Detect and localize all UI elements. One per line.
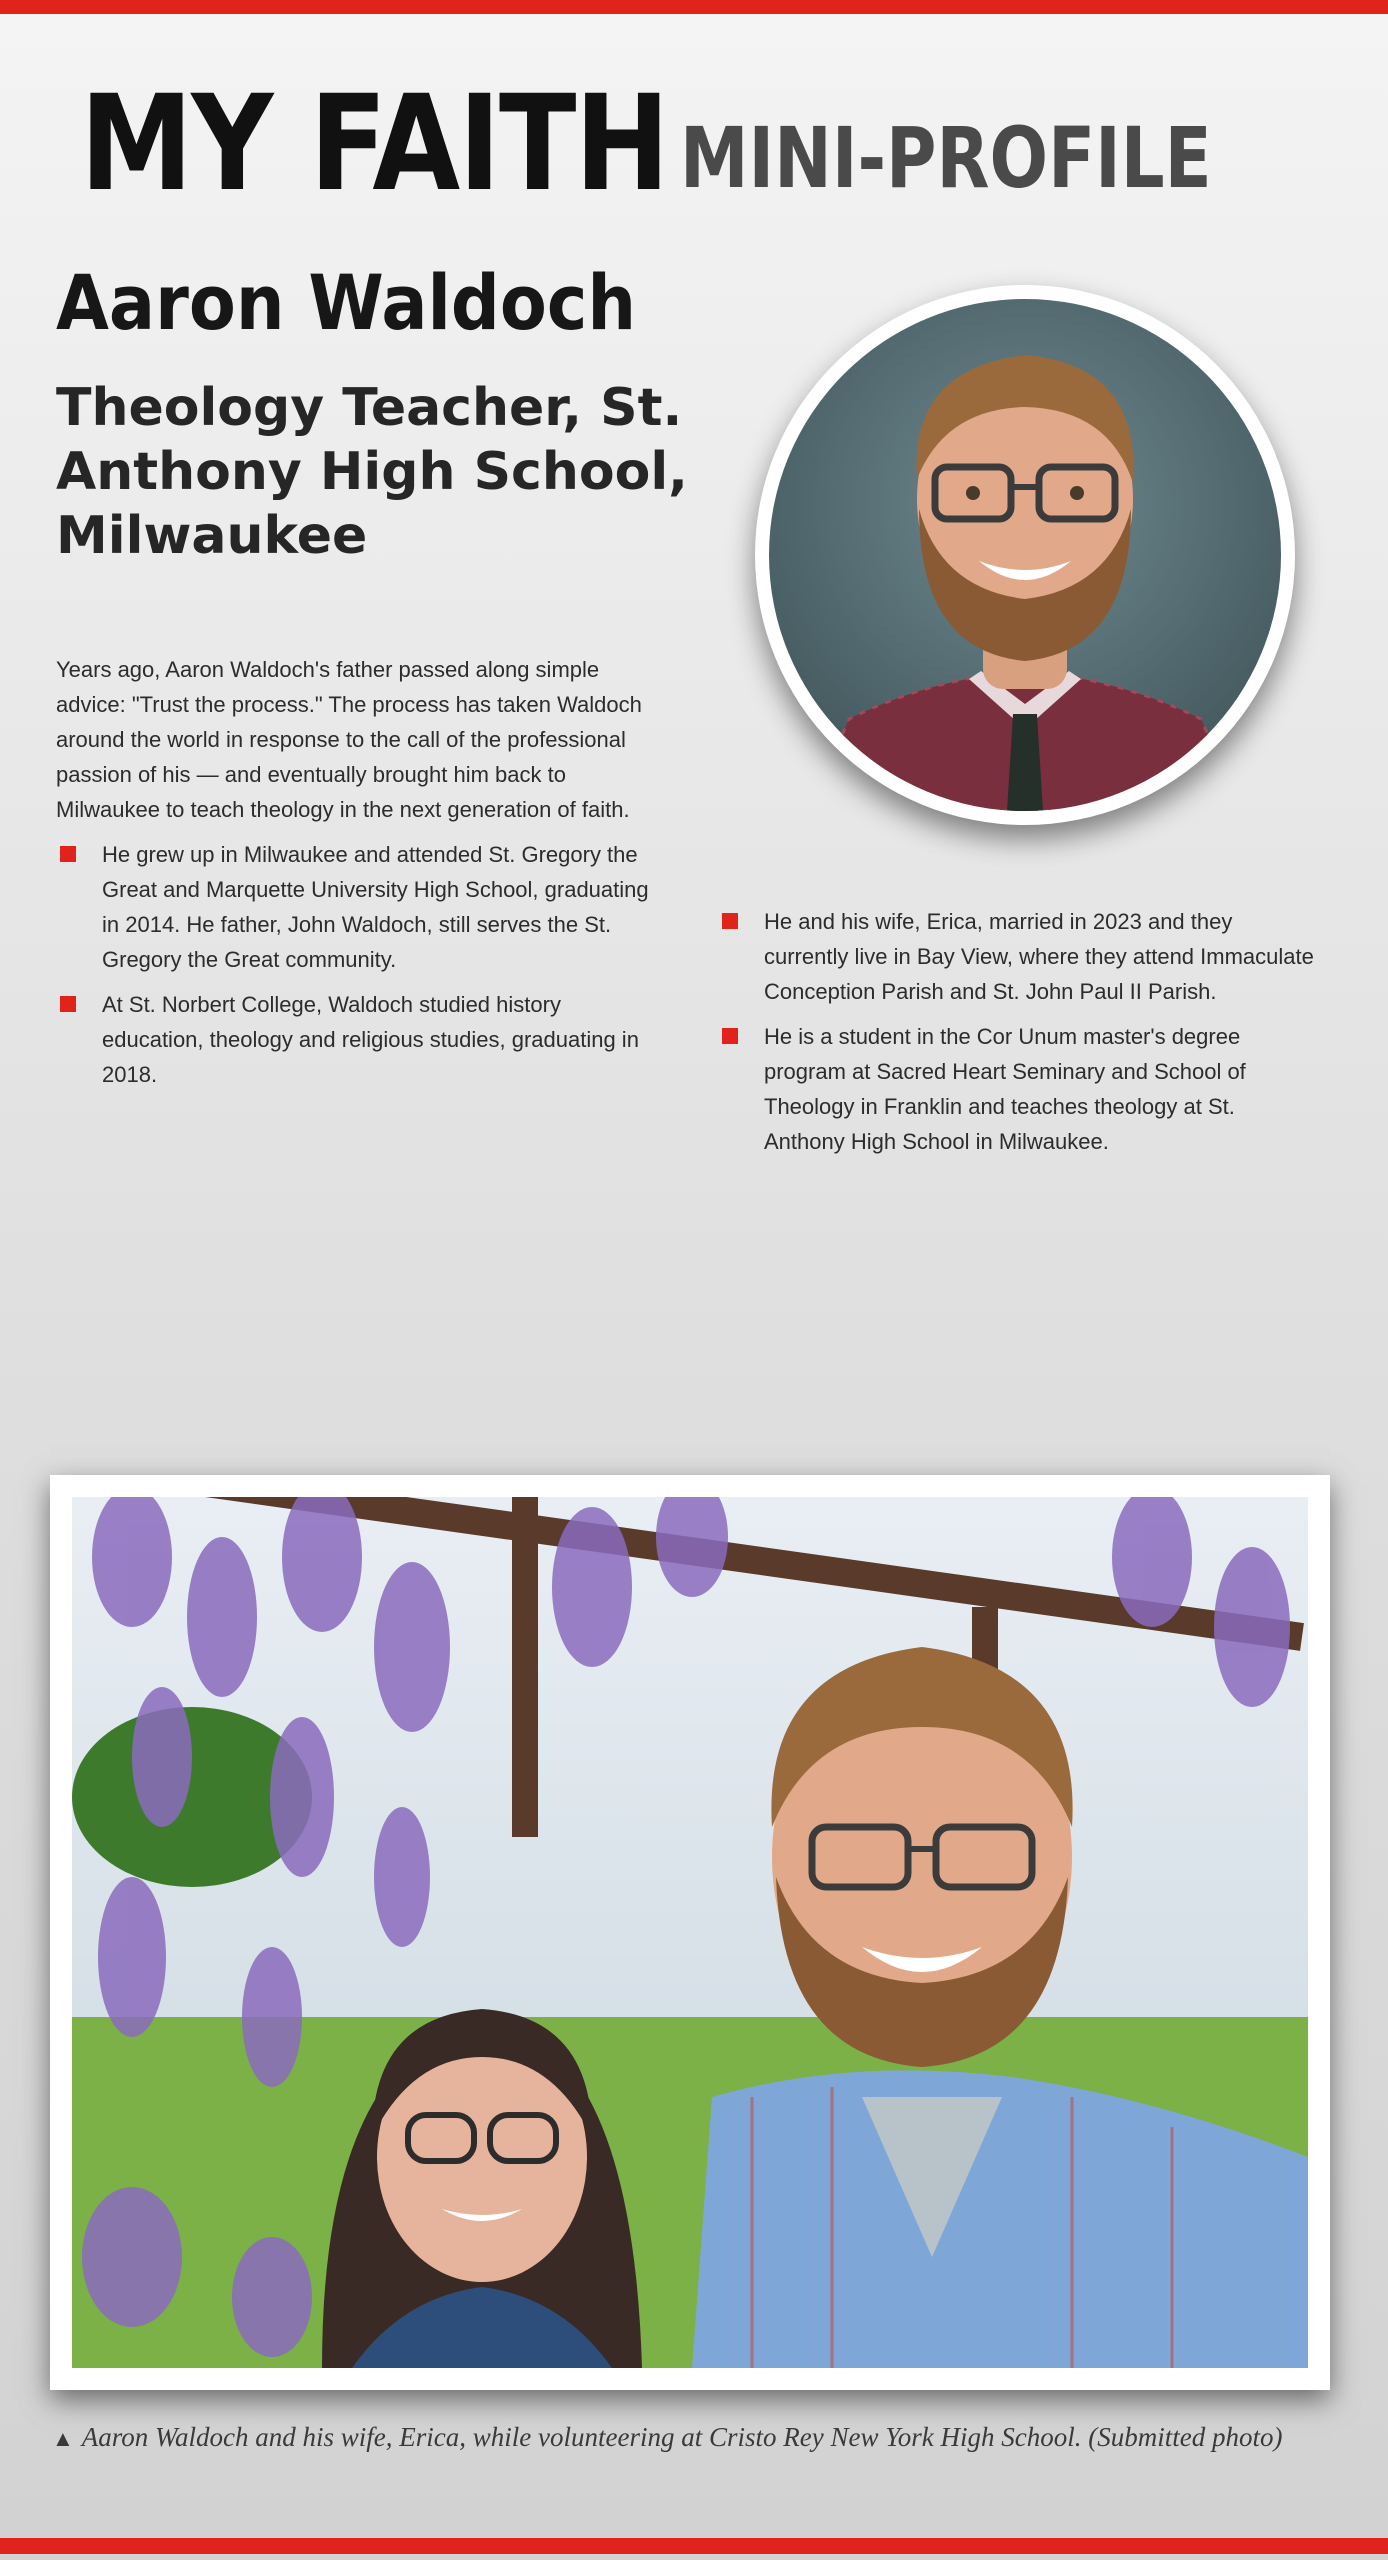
red-square-icon	[722, 1028, 738, 1044]
bullet-text: He grew up in Milwaukee and attended St. Gregory the Great and Marquette University High School, graduating in 2014. He father, John Waldoch, still serves the St. Gregory the Great community.	[102, 842, 649, 972]
selfie-photo-frame	[50, 1475, 1330, 2390]
bullet-item	[718, 904, 1318, 1009]
bullet-text: He is a student in the Cor Unum master's degree program at Sacred Heart Seminary and School of Theology in Franklin and teaches theology at St. Anthony High School in Milwaukee.	[764, 1024, 1246, 1154]
caption-text: Aaron Waldoch and his wife, Erica, while volunteering at Cristo Rey New York High School. (Submitted photo)	[81, 2422, 1283, 2452]
bullet-item	[56, 987, 656, 1092]
right-column	[718, 904, 1318, 1169]
triangle-up-icon: ▲	[52, 2426, 74, 2451]
bullet-item	[56, 837, 656, 977]
masthead-title: MY FAITH	[80, 67, 668, 221]
red-square-icon	[60, 846, 76, 862]
left-column	[56, 652, 656, 1102]
profile-role: Theology Teacher, St. Anthony High School, Milwaukee	[56, 378, 688, 566]
red-square-icon	[60, 996, 76, 1012]
portrait-frame	[755, 285, 1295, 825]
masthead-subtitle: MINI-PROFILE	[680, 109, 1212, 207]
bullet-text: At St. Norbert College, Waldoch studied history education, theology and religious studies, graduating in 2018.	[102, 992, 639, 1087]
bottom-accent-rule	[0, 2538, 1388, 2554]
red-square-icon	[722, 913, 738, 929]
bullet-item	[718, 1019, 1318, 1159]
top-accent-rule	[0, 0, 1388, 14]
photo-caption	[52, 2418, 1292, 2458]
profile-name: Aaron Waldoch	[56, 258, 637, 347]
selfie-photo	[72, 1497, 1308, 2368]
masthead	[80, 40, 1328, 221]
intro-paragraph: Years ago, Aaron Waldoch's father passed along simple advice: "Trust the process." The process has taken Waldoch around the world in response to the call of the professional passion of his — and eventually brought him back to Milwaukee to teach theology in the next generation of faith.	[56, 657, 642, 822]
bullet-text: He and his wife, Erica, married in 2023 and they currently live in Bay View, where they attend Immaculate Conception Parish and St. John Paul II Parish.	[764, 909, 1314, 1004]
portrait-photo	[769, 299, 1281, 811]
